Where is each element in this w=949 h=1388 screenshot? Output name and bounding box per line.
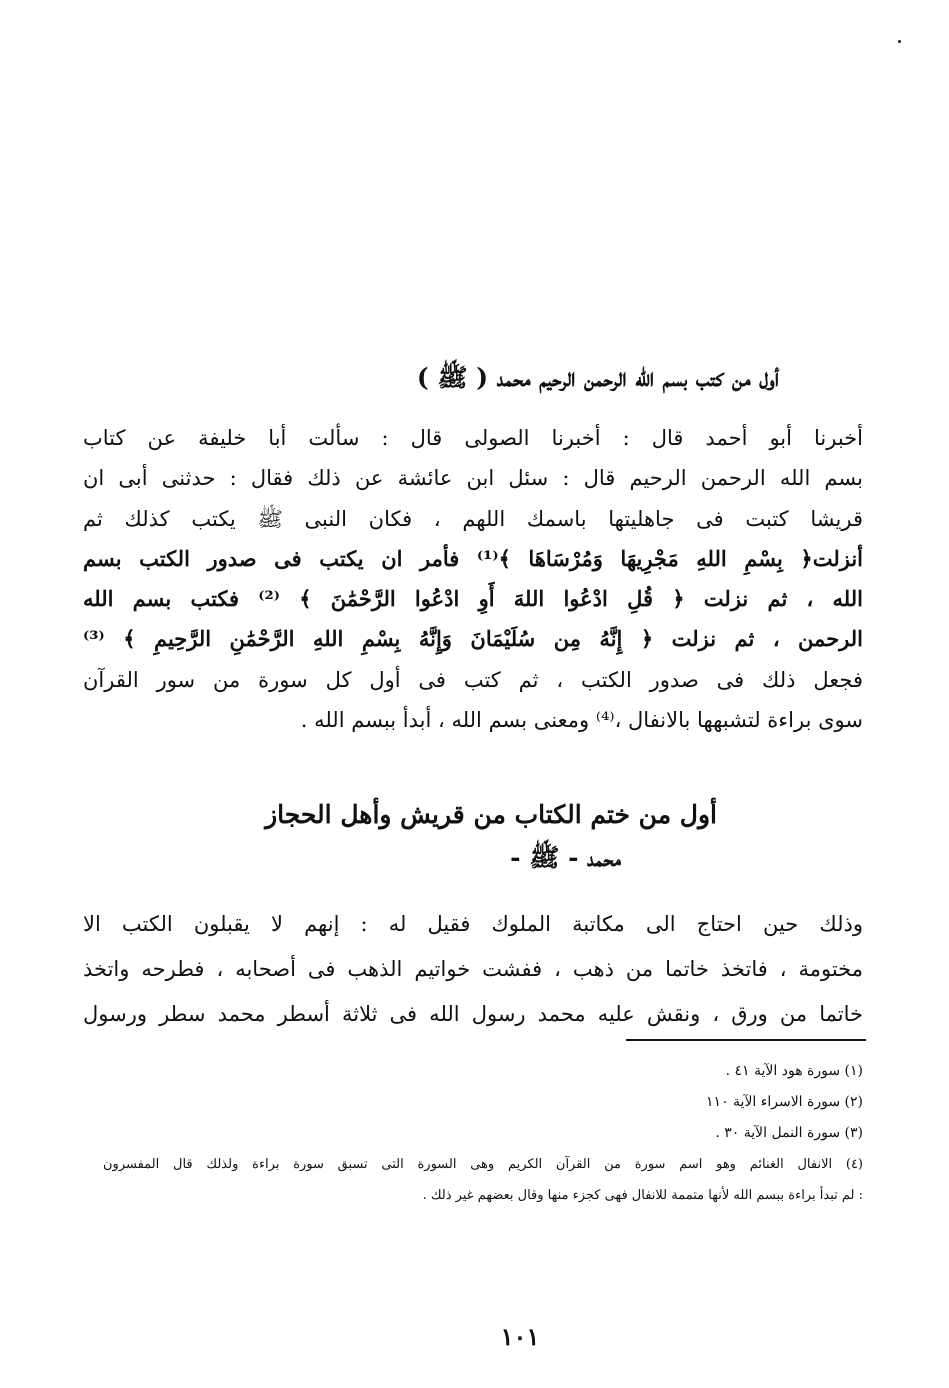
page-number: ١٠١ bbox=[500, 1322, 540, 1351]
section-heading-basmala: أول من كتب بسم الله الرحمن الرحيم محمد ( ﷺ ) bbox=[416, 363, 779, 392]
footnote: (٣) سورة النمل الآية ٣٠ . bbox=[715, 1125, 863, 1141]
footnote: (٤) الانفال الغنائم وهو اسم سورة من القرآن الكريم وهى السورة التى تسبق سورة براءة ولذلك قال المفسرون bbox=[103, 1157, 863, 1172]
text-line: مختومة ، فاتخذ خاتما من ذهب ، ففشت خواتيم الذهب فى أصحابه ، فطرحه واتخذ bbox=[83, 957, 863, 981]
paragraph-seal bbox=[83, 902, 863, 1037]
text-line: الله ، ثم نزلت ﴿ قُلِ ادْعُوا اللهَ أَوِ ادْعُوا الرَّحْمَٰنَ ﴾ ⁽²⁾ فكتب بسم الله bbox=[83, 586, 863, 612]
paragraph-basmala bbox=[83, 418, 863, 740]
footnotes bbox=[103, 1056, 863, 1211]
text-line: فجعل ذلك فى صدور الكتب ، ثم كتب فى أول كل سورة من سور القرآن bbox=[83, 667, 863, 692]
text-line: أنزلت﴿ بِسْمِ اللهِ مَجْرِيهَا وَمُرْسَاهَا ﴾⁽¹⁾ فأمر ان يكتب فى صدور الكتب بسم bbox=[83, 545, 863, 571]
text-line: أخبرنا أبو أحمد قال : أخبرنا الصولى قال : سألت أبا خليفة عن كتاب bbox=[83, 426, 863, 450]
text-line: الرحمن ، ثم نزلت ﴿ إِنَّهُ مِن سُلَيْمَانَ وَإِنَّهُ بِسْمِ اللهِ الرَّحْمَٰنِ الرَّحِيمِ ﴾ ⁽³⁾ bbox=[83, 626, 863, 652]
text-line: بسم الله الرحمن الرحيم قال : سئل ابن عائشة عن ذلك فقال : حدثنى أبى ان bbox=[83, 466, 863, 491]
footnote-separator bbox=[626, 1039, 866, 1041]
text-line: قريشا كتبت فى جاهليتها باسمك اللهم ، فكان النبى ﷺ يكتب كذلك ثم bbox=[83, 506, 863, 531]
footnote: (٢) سورة الاسراء الآية ١١٠ bbox=[706, 1094, 863, 1110]
text-line: خاتما من ورق ، ونقش عليه محمد رسول الله فى ثلاثة أسطر محمد سطر ورسول bbox=[83, 1002, 863, 1026]
section-subheading-seal: محمد - ﷺ - bbox=[510, 843, 621, 872]
footnote: (١) سورة هود الآية ٤١ . bbox=[725, 1063, 863, 1079]
text-line: وذلك حين احتاج الى مكاتبة الملوك فقيل له : إنهم لا يقبلون الكتب الا bbox=[83, 912, 863, 936]
footnote-continuation: : لم تبدأ براءة ببسم الله لأنها متممة للانفال فهى كجزء منها وقال بعضهم غير ذلك . bbox=[422, 1188, 863, 1203]
section-heading-seal: أول من ختم الكتاب من قريش وأهل الحجاز bbox=[265, 800, 717, 829]
text-line: سوى براءة لتشبهها بالانفال ،⁽⁴⁾ ومعنى بسم الله ، أبدأ ببسم الله . bbox=[300, 708, 863, 733]
